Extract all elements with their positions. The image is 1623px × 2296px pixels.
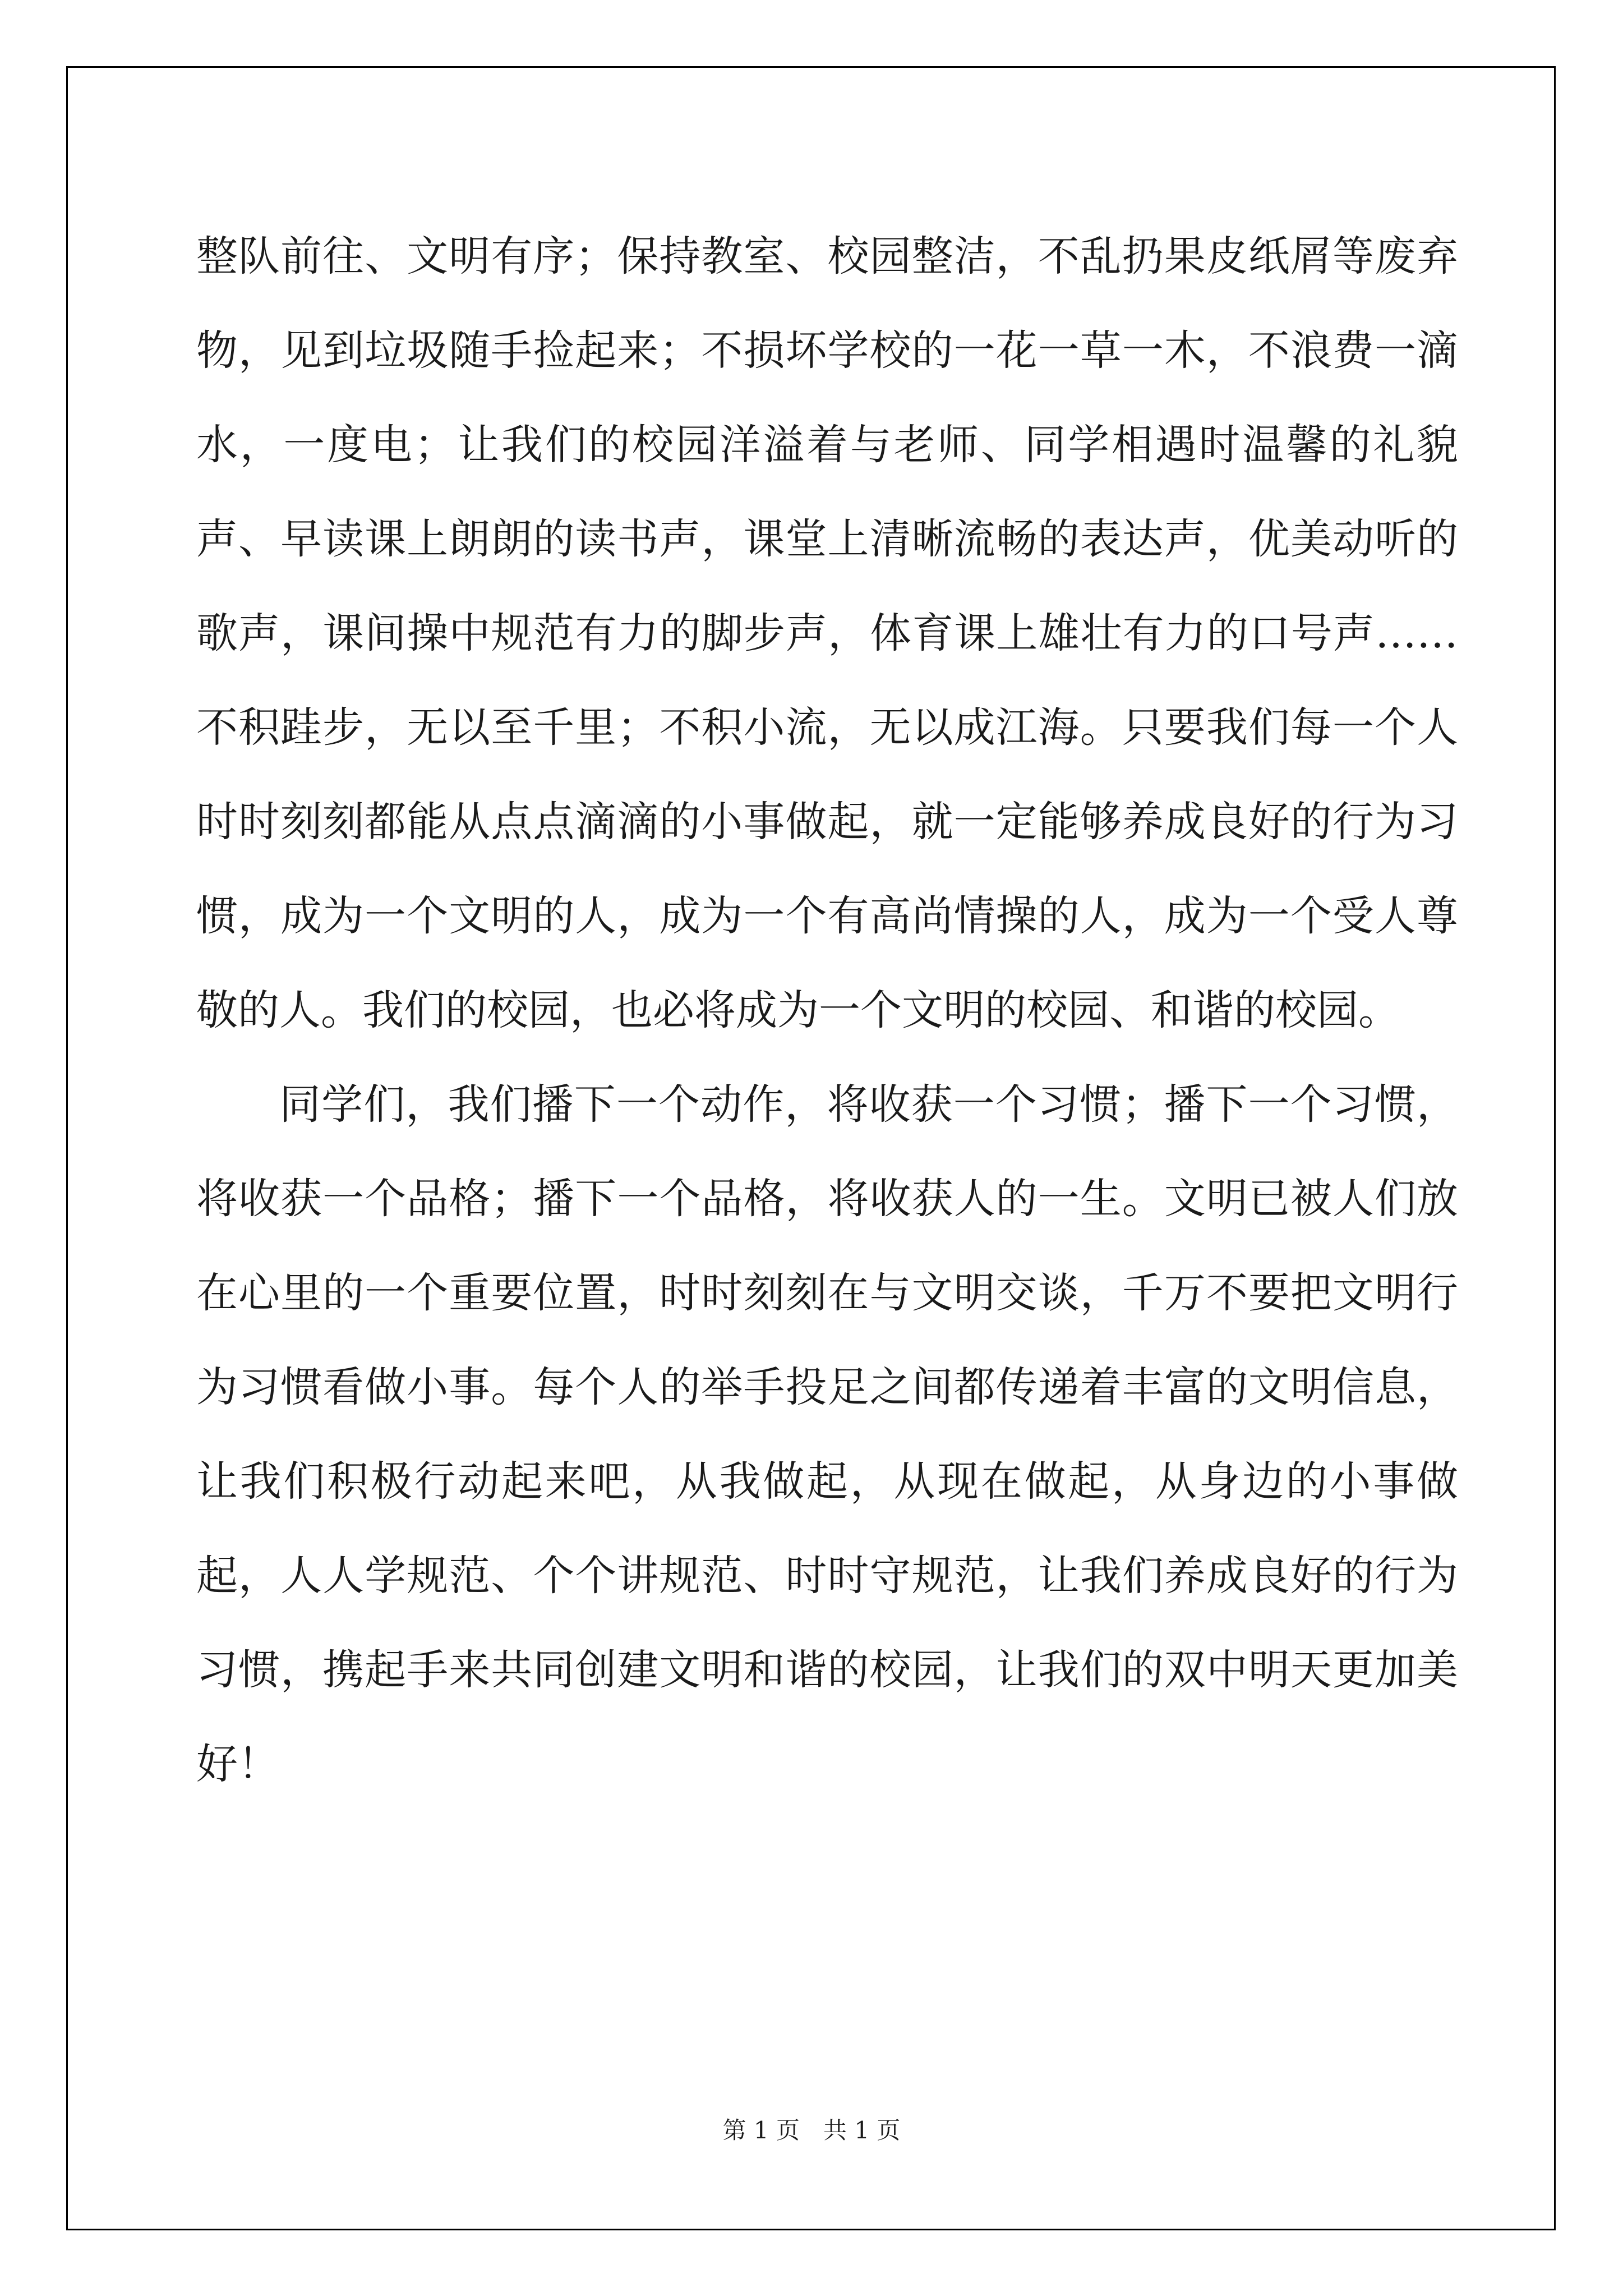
page-number-footer: 第 1 页 共 1 页 (722, 2116, 901, 2144)
paragraph-continuation: 整队前往、文明有序；保持教室、校园整洁，不乱扔果皮纸屑等废弃物，见到垃圾随手捡起来；不损坏学校的一花一草一木，不浪费一滴水，一度电；让我们的校园洋溢着与老师、同学相遇时温馨的礼貌声、早读课上朗朗的读书声，课堂上清晰流畅的表达声，优美动听的歌声，课间操中规范有力的脚步声，体育课上雄壮有力的口号声……不积跬步，无以至千里；不积小流，无以成江海。只要我们每一个人时时刻刻都能从点点滴滴的小事做起，就一定能够养成良好的行为习惯，成为一个文明的人，成为一个有高尚情操的人，成为一个受人尊敬的人。我们的校园，也必将成为一个文明的校园、和谐的校园。 (196, 232, 1458, 1034)
document-body (196, 209, 1458, 1811)
paragraph-closing: 同学们，我们播下一个动作，将收获一个习惯；播下一个习惯，将收获一个品格；播下一个品格，将收获人的一生。文明已被人们放在心里的一个重要位置，时时刻刻在与文明交谈，千万不要把文明行为习惯看做小事。每个人的举手投足之间都传递着丰富的文明信息，让我们积极行动起来吧，从我做起，从现在做起，从身边的小事做起，人人学规范、个个讲规范、时时守规范，让我们养成良好的行为习惯，携起手来共同创建文明和谐的校园，让我们的双中明天更加美好！ (196, 1080, 1458, 1788)
